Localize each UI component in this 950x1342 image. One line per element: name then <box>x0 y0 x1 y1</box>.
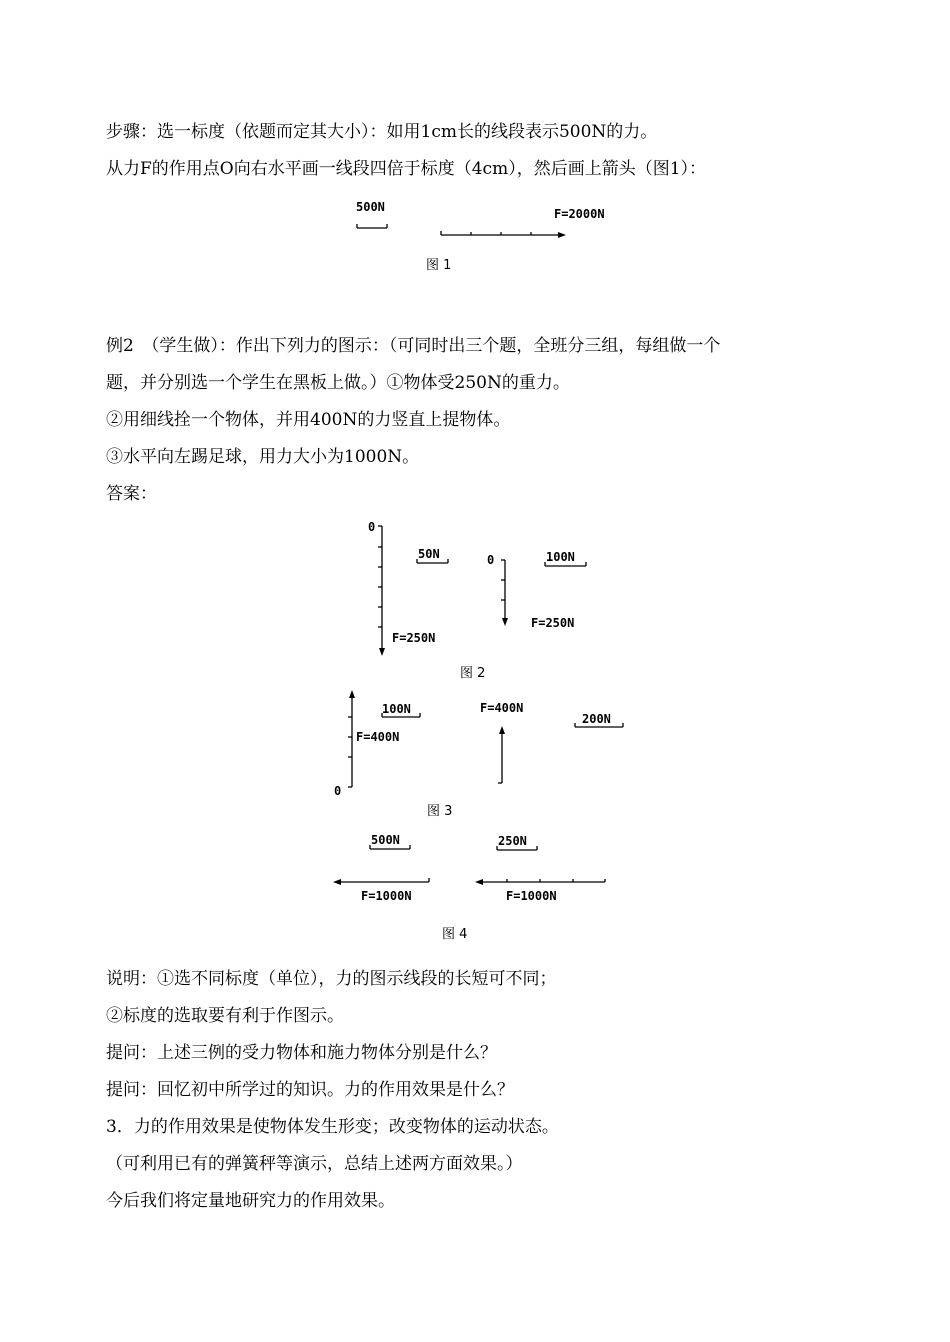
note-1: 说明：①选不同标度（单位），力的图示线段的长短可不同； <box>106 969 557 989</box>
fig4-caption: 图 4 <box>442 927 468 942</box>
fig3-force-1: F=400N <box>356 730 400 744</box>
fig1-force-label: F=2000N <box>554 207 605 221</box>
fig2-scale-1: 50N <box>418 547 440 561</box>
step-text: 步骤：选一标度（依题而定其大小）：如用1cm长的线段表示500N的力。 <box>106 122 658 142</box>
figure-4 <box>330 830 630 948</box>
final-line: 今后我们将定量地研究力的作用效果。 <box>106 1191 395 1211</box>
answer-label: 答案： <box>106 484 157 504</box>
figure-1 <box>340 195 640 280</box>
fig3-scale-2: 200N <box>582 712 611 726</box>
question-2: 提问：回忆初中所学过的知识。力的作用效果是什么？ <box>106 1080 514 1100</box>
fig3-scale-1: 100N <box>382 702 411 716</box>
figure-3 <box>330 690 650 822</box>
fig2-scale-2: 100N <box>546 550 575 564</box>
fig1-scale-label: 500N <box>356 200 385 214</box>
fig4-force-1: F=1000N <box>361 889 412 903</box>
fig2-force-1: F=250N <box>392 631 436 645</box>
fig4-force-2: F=1000N <box>506 889 557 903</box>
question-1: 提问：上述三例的受力物体和施力物体分别是什么？ <box>106 1043 497 1063</box>
ex2-line-c: ②用细线拴一个物体，并用400N的力竖直上提物体。 <box>106 410 511 430</box>
ex2-line-b: 题，并分别选一个学生在黑板上做。）①物体受250N的重力。 <box>106 373 570 393</box>
fig2-origin-2: 0 <box>487 553 495 567</box>
point-3-note: （可利用已有的弹簧秤等演示，总结上述两方面效果。） <box>106 1154 523 1174</box>
fig2-caption: 图 2 <box>460 666 486 681</box>
fig2-origin-1: 0 <box>368 520 376 534</box>
fig3-caption: 图 3 <box>427 804 453 819</box>
step2-text: 从力F的作用点O向右水平画一线段四倍于标度（4cm），然后画上箭头（图1）： <box>106 159 707 179</box>
fig4-scale-1: 500N <box>371 833 400 847</box>
ex2-line-d: ③水平向左踢足球，用力大小为1000N。 <box>106 447 420 467</box>
ex2-line-a: 例2 （学生做）：作出下列力的图示：（可同时出三个题，全班分三组，每组做一个 <box>106 336 721 356</box>
note-2: ②标度的选取要有利于作图示。 <box>106 1006 344 1026</box>
fig3-force-2: F=400N <box>480 701 524 715</box>
point-3: 3．力的作用效果是使物体发生形变；改变物体的运动状态。 <box>106 1117 559 1137</box>
figure-2 <box>350 515 650 687</box>
fig4-scale-2: 250N <box>498 834 527 848</box>
fig2-force-2: F=250N <box>531 616 575 630</box>
fig1-caption: 图 1 <box>426 258 452 273</box>
fig3-origin-1: 0 <box>334 784 342 798</box>
